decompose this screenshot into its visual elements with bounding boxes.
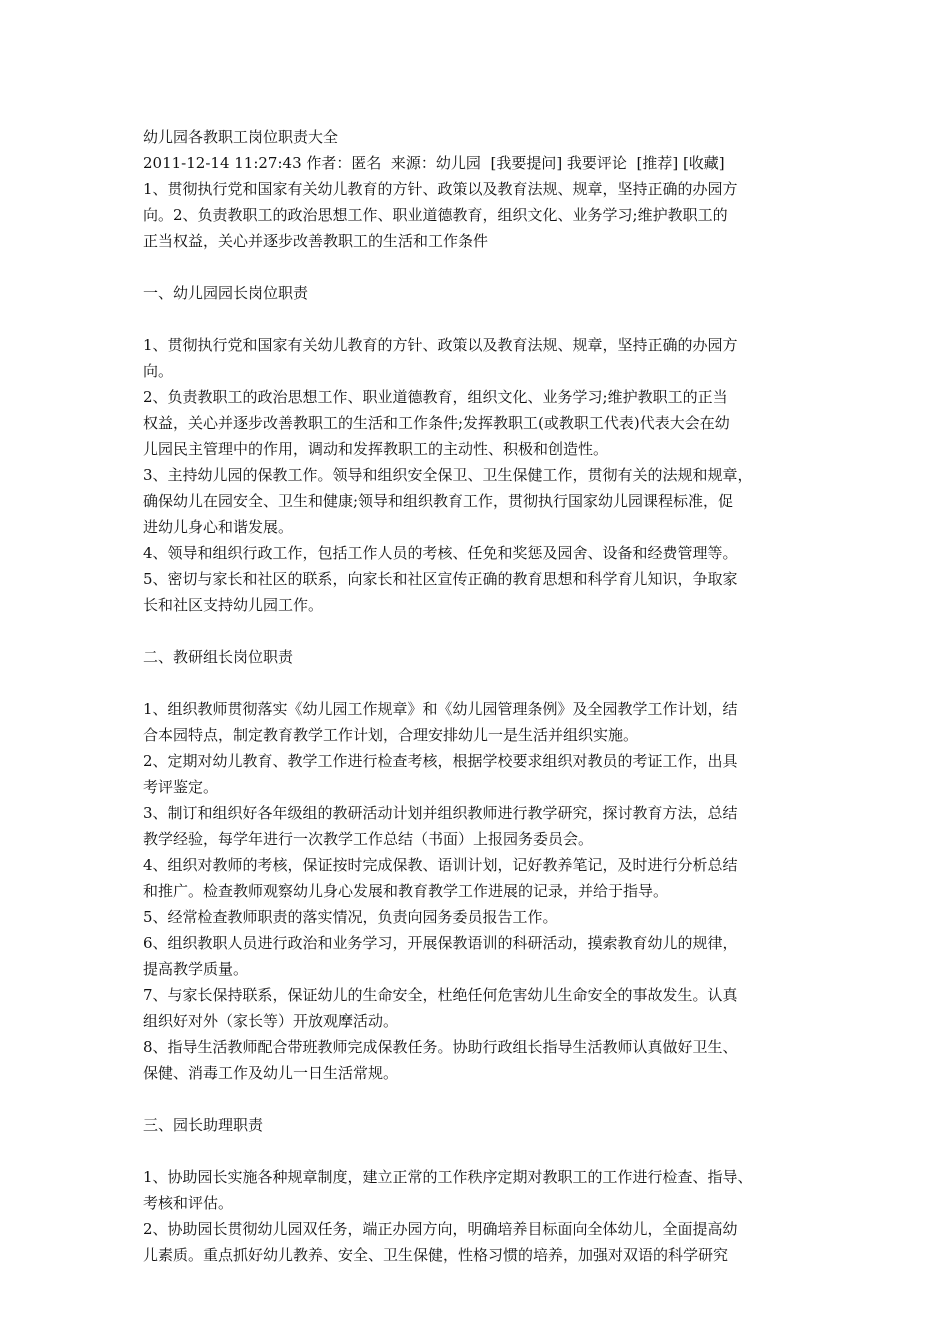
- section-principal: [143, 280, 823, 618]
- section-line: 提高教学质量。: [143, 960, 249, 978]
- section-line: 4、领导和组织行政工作，包括工作人员的考核、任免和奖惩及园舍、设备和经费管理等。: [143, 544, 738, 562]
- section-line: 和推广。检查教师观察幼儿身心发展和教育教学工作进展的记录，并给于指导。: [143, 882, 669, 900]
- spacer: [143, 1086, 823, 1112]
- intro-line: 1、贯彻执行党和国家有关幼儿教育的方针、政策以及教育法规、规章，坚持正确的办园方: [143, 180, 738, 198]
- spacer: [143, 306, 823, 332]
- section-line: 3、制订和组织好各年级组的教研活动计划并组织教师进行教学研究，探讨教育方法，总结: [143, 804, 738, 822]
- spacer: [143, 670, 823, 696]
- section-line: 2、协助园长贯彻幼儿园双任务，端正办园方向，明确培养目标面向全体幼儿，全面提高幼: [143, 1220, 738, 1238]
- spacer: [143, 1138, 823, 1164]
- section-heading: 一、幼儿园园长岗位职责: [143, 284, 309, 302]
- section-line: 进幼儿身心和谐发展。: [143, 518, 294, 536]
- section-line: 合本园特点，制定教育教学工作计划，合理安排幼儿一是生活并组织实施。: [143, 726, 639, 744]
- spacer: [143, 618, 823, 644]
- document-title: 幼儿园各教职工岗位职责大全: [143, 128, 339, 146]
- section-line: 6、组织教职人员进行政治和业务学习，开展保教语训的科研活动，摸索教育幼儿的规律，: [143, 934, 738, 952]
- section-line: 儿园民主管理中的作用，调动和发挥教职工的主动性、积极和创造性。: [143, 440, 609, 458]
- section-line: 考核和评估。: [143, 1194, 234, 1212]
- section-line: 1、协助园长实施各种规章制度，建立正常的工作秩序定期对教职工的工作进行检查、指导、: [143, 1168, 753, 1186]
- section-line: 5、密切与家长和社区的联系，向家长和社区宣传正确的教育思想和科学育儿知识，争取家: [143, 570, 738, 588]
- spacer: [143, 254, 823, 280]
- section-line: 4、组织对教师的考核，保证按时完成保教、语训计划，记好教养笔记，及时进行分析总结: [143, 856, 738, 874]
- section-line: 8、指导生活教师配合带班教师完成保教任务。协助行政组长指导生活教师认真做好卫生、: [143, 1038, 738, 1056]
- section-line: 教学经验，每学年进行一次教学工作总结（书面）上报园务委员会。: [143, 830, 594, 848]
- section-line: 1、组织教师贯彻落实《幼儿园工作规章》和《幼儿园管理条例》及全园教学工作计划，结: [143, 700, 738, 718]
- section-line: 确保幼儿在园安全、卫生和健康;领导和组织教育工作，贯彻执行国家幼儿园课程标准，促: [143, 492, 734, 510]
- section-line: 2、定期对幼儿教育、教学工作进行检查考核，根据学校要求组织对教员的考证工作，出具: [143, 752, 738, 770]
- section-research-lead: [143, 644, 823, 1086]
- section-line: 权益，关心并逐步改善教职工的生活和工作条件;发挥教职工(或教职工代表)代表大会在幼: [143, 414, 730, 432]
- section-line: 3、主持幼儿园的保教工作。领导和组织安全保卫、卫生保健工作，贯彻有关的法规和规章，: [143, 466, 753, 484]
- section-line: 5、经常检查教师职责的落实情况，负责向园务委员报告工作。: [143, 908, 558, 926]
- intro-line: 正当权益，关心并逐步改善教职工的生活和工作条件: [143, 232, 489, 250]
- section-line: 长和社区支持幼儿园工作。: [143, 596, 324, 614]
- article-meta: 2011-12-14 11:27:43 作者：匿名 来源：幼儿园 [我要提问] 我要评论 [推荐] [收藏]: [143, 154, 725, 172]
- section-line: 儿素质。重点抓好幼儿教养、安全、卫生保健，性格习惯的培养，加强对双语的科学研究: [143, 1246, 729, 1264]
- document-body: [143, 124, 823, 1268]
- section-line: 2、负责教职工的政治思想工作、职业道德教育，组织文化、业务学习;维护教职工的正当: [143, 388, 728, 406]
- section-line: 1、贯彻执行党和国家有关幼儿教育的方针、政策以及教育法规、规章，坚持正确的办园方: [143, 336, 738, 354]
- section-line: 向。: [143, 362, 174, 380]
- section-heading: 三、园长助理职责: [143, 1116, 264, 1134]
- section-assistant-principal: [143, 1112, 823, 1268]
- section-line: 考评鉴定。: [143, 778, 219, 796]
- section-heading: 二、教研组长岗位职责: [143, 648, 294, 666]
- section-line: 保健、消毒工作及幼儿一日生活常规。: [143, 1064, 399, 1082]
- intro-line: 向。2、负责教职工的政治思想工作、职业道德教育，组织文化、业务学习;维护教职工的: [143, 206, 728, 224]
- intro-paragraph: [143, 176, 823, 254]
- section-line: 7、与家长保持联系，保证幼儿的生命安全，杜绝任何危害幼儿生命安全的事故发生。认真: [143, 986, 738, 1004]
- section-line: 组织好对外（家长等）开放观摩活动。: [143, 1012, 399, 1030]
